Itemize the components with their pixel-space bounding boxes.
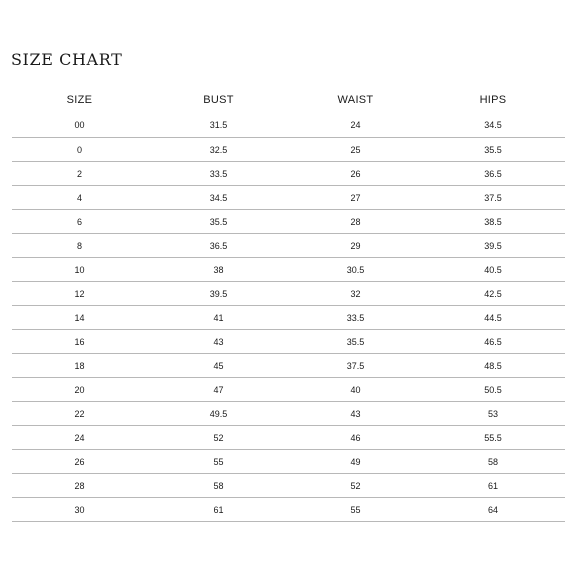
hips-cell: 42.5 <box>484 288 502 299</box>
size-cell: 18 <box>74 360 85 371</box>
table-row <box>12 498 565 522</box>
size-cell: 14 <box>74 312 85 323</box>
table-row <box>12 186 565 210</box>
hips-cell: 50.5 <box>484 384 502 395</box>
bust-cell: 39.5 <box>209 288 228 299</box>
header-waist: WAIST <box>337 94 374 106</box>
hips-cell: 61 <box>487 480 498 491</box>
bust-cell: 43 <box>213 336 224 347</box>
size-cell: 8 <box>76 240 82 251</box>
hips-cell: 48.5 <box>484 360 502 371</box>
hips-cell: 58 <box>487 456 498 467</box>
table-row <box>12 138 565 162</box>
size-cell: 20 <box>74 384 85 395</box>
hips-cell: 34.5 <box>484 119 502 130</box>
waist-cell: 30.5 <box>346 264 365 275</box>
size-cell: 4 <box>76 192 82 203</box>
hips-cell: 64 <box>487 504 498 515</box>
bust-cell: 49.5 <box>209 408 228 419</box>
size-cell: 0 <box>76 144 82 155</box>
bust-cell: 58 <box>213 480 224 491</box>
hips-cell: 53 <box>487 408 498 419</box>
header-bust: BUST <box>203 94 234 106</box>
waist-cell: 27 <box>350 192 361 203</box>
bust-cell: 47 <box>213 384 224 395</box>
table-row <box>12 426 565 450</box>
hips-cell: 35.5 <box>484 144 502 155</box>
size-cell: 6 <box>76 216 82 227</box>
waist-cell: 32 <box>350 288 361 299</box>
waist-cell: 49 <box>350 456 361 467</box>
table-row <box>12 282 565 306</box>
waist-cell: 40 <box>350 384 361 395</box>
waist-cell: 37.5 <box>346 360 365 371</box>
waist-cell: 52 <box>350 480 361 491</box>
waist-cell: 25 <box>350 144 361 155</box>
page-title: SIZE CHART <box>11 50 123 69</box>
header-size: SIZE <box>66 94 93 106</box>
waist-cell: 33.5 <box>346 312 365 323</box>
bust-cell: 33.5 <box>209 168 228 179</box>
waist-cell: 43 <box>350 408 361 419</box>
table-row <box>12 258 565 282</box>
size-cell: 30 <box>74 504 85 515</box>
waist-cell: 46 <box>350 432 361 443</box>
waist-cell: 29 <box>350 240 361 251</box>
bust-cell: 36.5 <box>209 240 228 251</box>
size-chart-table <box>12 88 565 522</box>
table-row <box>12 210 565 234</box>
size-cell: 28 <box>74 480 85 491</box>
size-cell: 12 <box>74 288 85 299</box>
hips-cell: 40.5 <box>484 264 502 275</box>
bust-cell: 34.5 <box>209 192 228 203</box>
table-row <box>12 474 565 498</box>
bust-cell: 45 <box>213 360 224 371</box>
header-hips: HIPS <box>479 94 507 106</box>
table-row <box>12 330 565 354</box>
hips-cell: 36.5 <box>484 168 502 179</box>
bust-cell: 31.5 <box>209 119 228 130</box>
bust-cell: 61 <box>213 504 224 515</box>
header-row <box>12 88 565 112</box>
hips-cell: 55.5 <box>484 432 502 443</box>
table-row <box>12 112 565 138</box>
table-row <box>12 378 565 402</box>
bust-cell: 41 <box>213 312 224 323</box>
size-cell: 22 <box>74 408 85 419</box>
size-cell: 10 <box>74 264 85 275</box>
table-row <box>12 450 565 474</box>
table-row <box>12 306 565 330</box>
hips-cell: 37.5 <box>484 192 502 203</box>
bust-cell: 55 <box>213 456 224 467</box>
waist-cell: 35.5 <box>346 336 365 347</box>
size-cell: 16 <box>74 336 85 347</box>
hips-cell: 39.5 <box>484 240 502 251</box>
table-row <box>12 162 565 186</box>
hips-cell: 46.5 <box>484 336 502 347</box>
size-rows <box>12 112 565 522</box>
size-cell: 26 <box>74 456 85 467</box>
bust-cell: 32.5 <box>209 144 228 155</box>
waist-cell: 28 <box>350 216 361 227</box>
bust-cell: 35.5 <box>209 216 228 227</box>
table-row <box>12 354 565 378</box>
size-cell: 00 <box>74 119 85 130</box>
size-cell: 2 <box>76 168 82 179</box>
waist-cell: 26 <box>350 168 361 179</box>
bust-cell: 52 <box>213 432 224 443</box>
waist-cell: 24 <box>350 119 361 130</box>
bust-cell: 38 <box>213 264 224 275</box>
hips-cell: 44.5 <box>484 312 502 323</box>
table-row <box>12 402 565 426</box>
hips-cell: 38.5 <box>484 216 502 227</box>
size-cell: 24 <box>74 432 85 443</box>
table-row <box>12 234 565 258</box>
waist-cell: 55 <box>350 504 361 515</box>
